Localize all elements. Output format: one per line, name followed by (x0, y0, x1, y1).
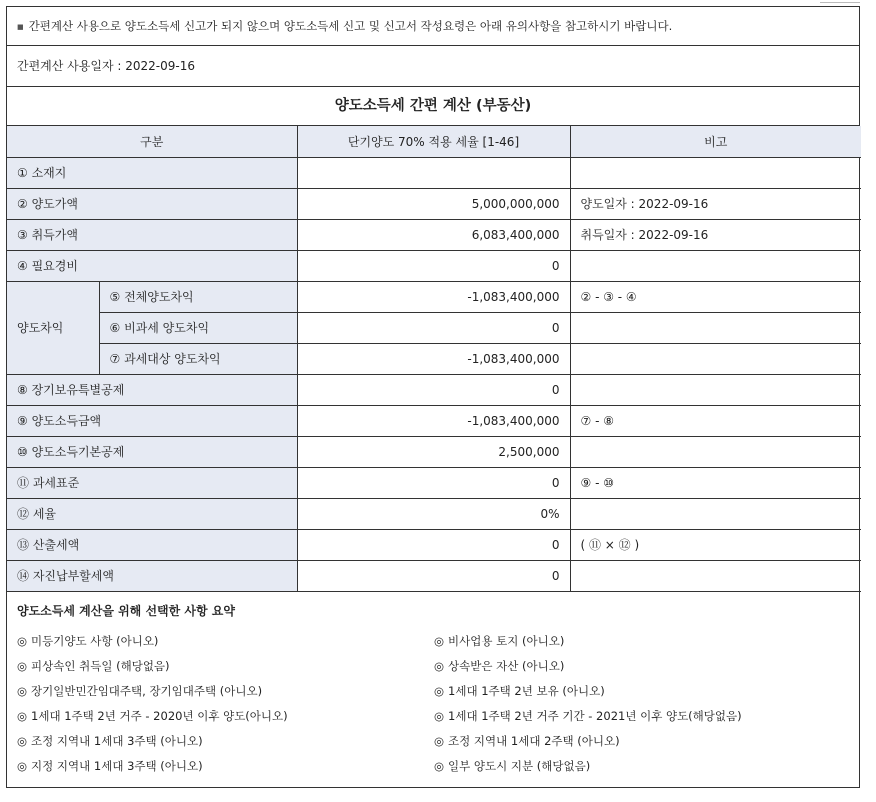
row-label: ④ 필요경비 (7, 250, 297, 281)
row-note: ( ⑪ × ⑫ ) (570, 529, 861, 560)
row-note: ② - ③ - ④ (570, 281, 861, 312)
table-row (7, 250, 861, 281)
row-label: ⑦ 과세대상 양도차익 (99, 343, 297, 374)
list-item (17, 679, 434, 704)
summary-list (17, 629, 849, 779)
table-row (7, 436, 861, 467)
row-label: ② 양도가액 (7, 188, 297, 219)
table-header-row (7, 126, 861, 157)
row-note (570, 498, 861, 529)
group-label: 양도차익 (7, 281, 99, 374)
list-item-text: 비사업용 토지 (아니오) (448, 633, 565, 648)
circle-mark-icon: ◎ (17, 758, 28, 773)
list-item-text: 미등기양도 사항 (아니오) (31, 633, 159, 648)
circle-mark-icon: ◎ (17, 708, 28, 723)
circle-mark-icon: ◎ (434, 683, 445, 698)
row-note (570, 560, 861, 591)
list-item (17, 754, 434, 779)
summary-title: 양도소득세 계산을 위해 선택한 사항 요약 (17, 603, 235, 618)
list-item-text: 조정 지역내 1세대 2주택 (아니오) (448, 733, 620, 748)
list-item (17, 629, 434, 654)
row-value: -1,083,400,000 (297, 405, 570, 436)
header-category: 구분 (7, 126, 297, 157)
row-value: 0 (297, 560, 570, 591)
selection-summary (7, 592, 859, 787)
row-note: 취득일자 : 2022-09-16 (570, 219, 861, 250)
table-row (7, 498, 861, 529)
list-item-text: 일부 양도시 지분 (해당없음) (448, 758, 591, 773)
header-note: 비고 (570, 126, 861, 157)
row-note (570, 343, 861, 374)
table-row (7, 467, 861, 498)
circle-mark-icon: ◎ (17, 658, 28, 673)
table-row (7, 281, 861, 312)
row-label: ⑤ 전체양도차익 (99, 281, 297, 312)
top-divider (820, 0, 860, 3)
row-value: 6,083,400,000 (297, 219, 570, 250)
row-label: ⑧ 장기보유특별공제 (7, 374, 297, 405)
notice-text: 간편계산 사용으로 양도소득세 신고가 되지 않으며 양도소득세 신고 및 신고서 작성요령은 아래 유의사항을 참고하시기 바랍니다. (28, 19, 673, 33)
list-item (434, 729, 849, 754)
circle-mark-icon: ◎ (434, 733, 445, 748)
list-item-text: 1세대 1주택 2년 보유 (아니오) (448, 683, 605, 698)
circle-mark-icon: ◎ (434, 633, 445, 648)
row-label: ⑬ 산출세액 (7, 529, 297, 560)
row-value: 2,500,000 (297, 436, 570, 467)
row-note: ⑦ - ⑧ (570, 405, 861, 436)
list-item (434, 654, 849, 679)
calc-table (7, 126, 861, 592)
bullet-icon: ■ (17, 22, 24, 31)
row-label: ① 소재지 (7, 157, 297, 188)
row-note (570, 157, 861, 188)
list-item-text: 지정 지역내 1세대 3주택 (아니오) (31, 758, 203, 773)
list-item (17, 729, 434, 754)
row-value (297, 157, 570, 188)
circle-mark-icon: ◎ (434, 708, 445, 723)
circle-mark-icon: ◎ (434, 758, 445, 773)
list-item (434, 754, 849, 779)
table-row (7, 529, 861, 560)
table-row (7, 157, 861, 188)
row-note (570, 312, 861, 343)
row-label: ⑫ 세율 (7, 498, 297, 529)
page-title: 양도소득세 간편 계산 (부동산) (7, 87, 859, 126)
list-item-text: 장기일반민간임대주택, 장기임대주택 (아니오) (31, 683, 263, 698)
table-row (7, 405, 861, 436)
circle-mark-icon: ◎ (434, 658, 445, 673)
row-value: 5,000,000,000 (297, 188, 570, 219)
row-note (570, 374, 861, 405)
row-label: ⑥ 비과세 양도차익 (99, 312, 297, 343)
table-row (7, 312, 861, 343)
header-rate: 단기양도 70% 적용 세율 [1-46] (297, 126, 570, 157)
row-value: 0 (297, 312, 570, 343)
row-label: ③ 취득가액 (7, 219, 297, 250)
list-item (434, 679, 849, 704)
circle-mark-icon: ◎ (17, 683, 28, 698)
row-label: ⑨ 양도소득금액 (7, 405, 297, 436)
table-row (7, 343, 861, 374)
use-date: 간편계산 사용일자 : 2022-09-16 (7, 46, 859, 87)
list-item-text: 상속받은 자산 (아니오) (448, 658, 565, 673)
list-item-text: 1세대 1주택 2년 거주 기간 - 2021년 이후 양도(해당없음) (448, 708, 742, 723)
row-label: ⑭ 자진납부할세액 (7, 560, 297, 591)
row-value: 0 (297, 529, 570, 560)
row-value: 0 (297, 374, 570, 405)
notice-box (7, 7, 859, 46)
tax-calc-panel (6, 6, 860, 788)
list-item-text: 조정 지역내 1세대 3주택 (아니오) (31, 733, 203, 748)
row-label: ⑪ 과세표준 (7, 467, 297, 498)
table-row (7, 219, 861, 250)
table-row (7, 560, 861, 591)
list-item (17, 704, 434, 729)
table-row (7, 188, 861, 219)
row-value: -1,083,400,000 (297, 281, 570, 312)
row-note (570, 436, 861, 467)
row-value: 0 (297, 467, 570, 498)
row-value: -1,083,400,000 (297, 343, 570, 374)
row-note (570, 250, 861, 281)
circle-mark-icon: ◎ (17, 633, 28, 648)
row-note: ⑨ - ⑩ (570, 467, 861, 498)
list-item (434, 704, 849, 729)
list-item (434, 629, 849, 654)
row-value: 0 (297, 250, 570, 281)
circle-mark-icon: ◎ (17, 733, 28, 748)
row-label: ⑩ 양도소득기본공제 (7, 436, 297, 467)
list-item-text: 피상속인 취득일 (해당없음) (31, 658, 170, 673)
row-note: 양도일자 : 2022-09-16 (570, 188, 861, 219)
list-item-text: 1세대 1주택 2년 거주 - 2020년 이후 양도(아니오) (31, 708, 288, 723)
row-value: 0% (297, 498, 570, 529)
list-item (17, 654, 434, 679)
table-row (7, 374, 861, 405)
